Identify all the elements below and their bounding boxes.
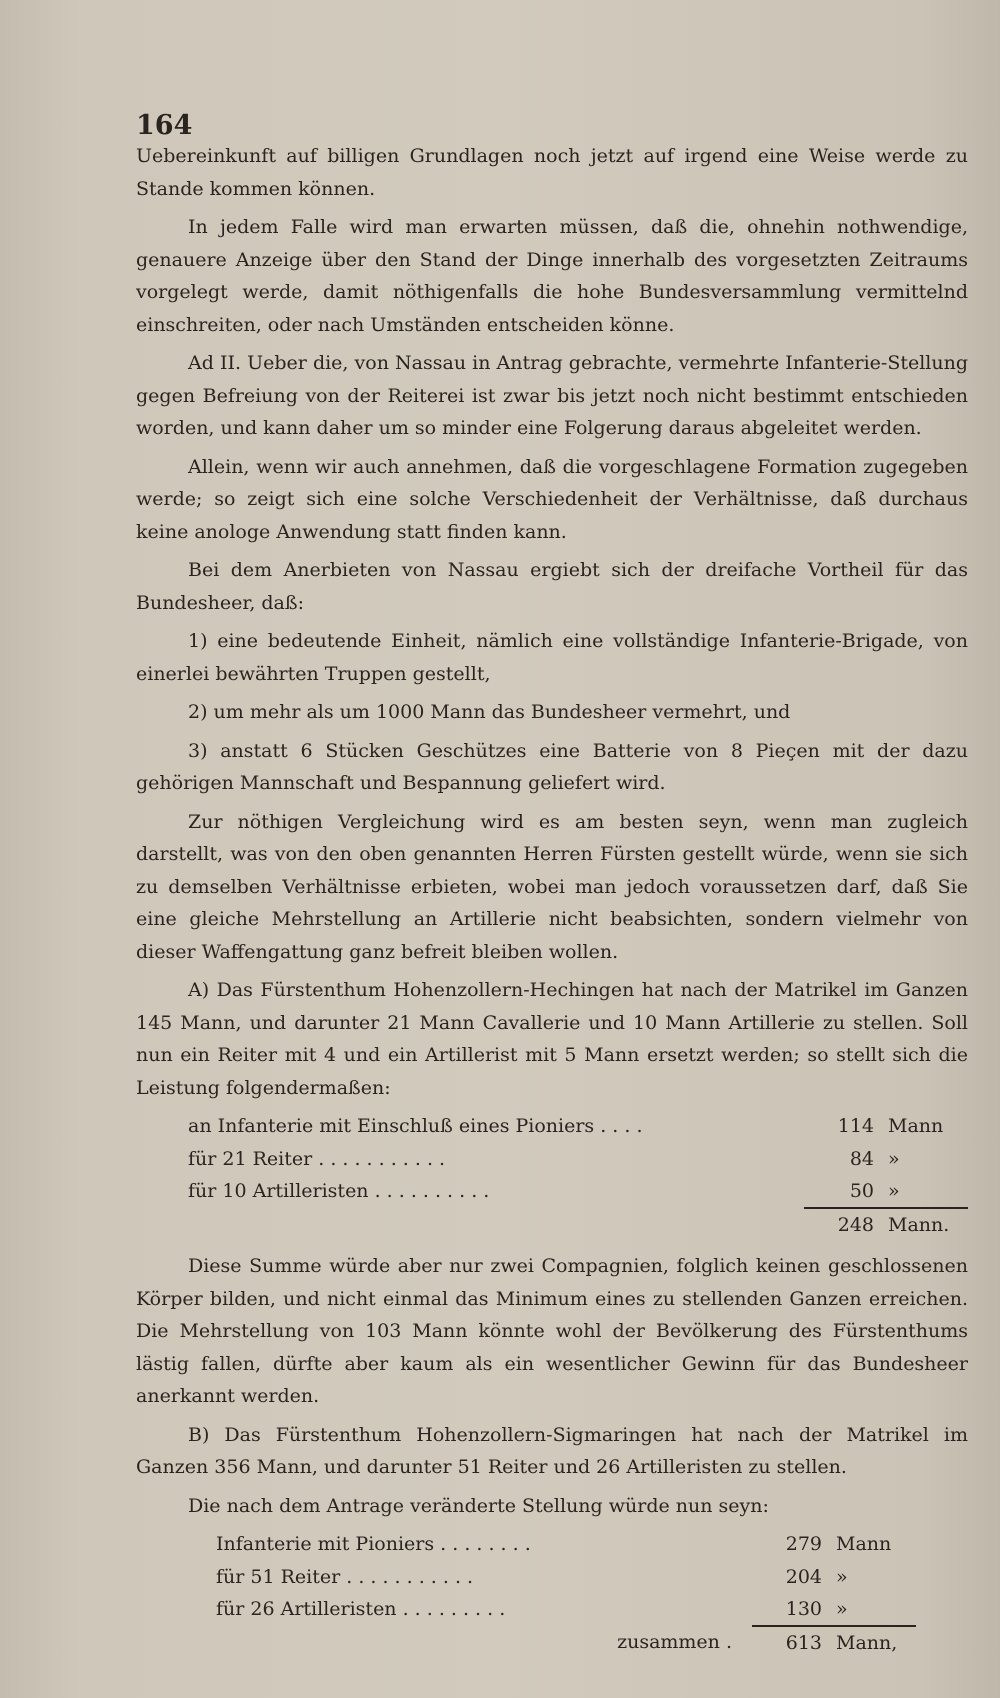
row-unit: Mann (888, 1115, 944, 1137)
total-number: 613 (752, 1625, 822, 1660)
row-label: für 51 Reiter . . . . . . . . . . . (216, 1565, 474, 1588)
list-item: 3) anstatt 6 Stücken Geschützes eine Batterie von 8 Pieçen mit der dazu gehörigen Mannschaft und Bespannung geliefert wird. (136, 739, 968, 794)
row-number: 279 (785, 1533, 822, 1555)
paragraph: Allein, wenn wir auch annehmen, daß die vorgeschlagene Formation zugegeben werde; so zeigt sich eine solche Verschiedenheit der Verhältnisse, daß durchaus keine anologe Anwendung statt finden kann. (136, 455, 968, 543)
paragraph: Ad II. Ueber die, von Nassau in Antrag gebrachte, vermehrte Infanterie-Stellung gegen Befreiung von der Reiterei ist zwar bis jetzt noch nicht bestimmt entschieden worden, und kann daher um so minder eine Folgerung daraus abgeleitet werden. (136, 352, 968, 439)
paragraph: Zur nöthigen Vergleichung wird es am besten seyn, wenn man zugleich darstellt, was von den oben genannten Herren Fürsten gestellt würde, wenn sie sich zu demselben Verhältnisse erbieten, wobei man jedoch voraussetzen darf, daß Sie eine gleiche Mehrstellung an Artillerie nicht beabsichten, sondern vielmehr von dieser Waffengattung ganz befreit bleiben wollen. (136, 810, 968, 963)
list-item: 1) eine bedeutende Einheit, nämlich eine vollständige Infanterie-Brigade, von einerlei bewährten Truppen gestellt, (136, 630, 968, 685)
table-row (216, 1528, 916, 1561)
table-row (188, 1175, 968, 1208)
row-label: zusammen . (617, 1630, 732, 1653)
row-label: für 21 Reiter . . . . . . . . . . . (188, 1147, 446, 1170)
row-number: 204 (785, 1565, 822, 1588)
row-label: Infanterie mit Pioniers . . . . . . . . (216, 1533, 531, 1555)
row-label: an Infanterie mit Einschluß eines Pioniers . . . . (188, 1115, 643, 1137)
row-number: 114 (837, 1115, 874, 1137)
table-total-row (216, 1626, 916, 1659)
total-number: 248 (804, 1207, 874, 1242)
page-number: 164 (136, 110, 193, 141)
row-label: für 26 Artilleristen . . . . . . . . . (216, 1598, 506, 1620)
paragraph: Uebereinkunft auf billigen Grundlagen noch jetzt auf irgend eine Weise werde zu Stande kommen können. (136, 145, 968, 200)
table-row (188, 1143, 968, 1176)
row-number: 50 (849, 1180, 874, 1202)
table-total-row (188, 1208, 968, 1241)
table-sigmaringen (216, 1528, 916, 1658)
paragraph: A) Das Fürstenthum Hohenzollern-Hechingen hat nach der Matrikel im Ganzen 145 Mann, und darunter 21 Mann Cavallerie und 10 Mann Artillerie zu stellen. Soll nun ein Reiter mit 4 und ein Artillerist mit 5 Mann ersetzt werden; so stellt sich die Leistung folgendermaßen: (136, 979, 968, 1099)
row-unit: » (888, 1180, 900, 1202)
row-label: für 10 Artilleristen . . . . . . . . . . (188, 1180, 490, 1202)
paragraph: In jedem Falle wird man erwarten müssen, daß die, ohnehin nothwendige, genauere Anzeige über den Stand der Dinge innerhalb des vorgesetzten Zeitraums vorgelegt werde, damit nöthigenfalls die hohe Bundesversammlung vermittelnd einschreiten, oder nach Umständen entscheiden könne. (136, 216, 968, 336)
total-unit: Mann, (822, 1625, 916, 1660)
row-number: 84 (849, 1147, 874, 1170)
paragraph: Die nach dem Antrage veränderte Stellung würde nun seyn: (188, 1494, 769, 1517)
paragraph: B) Das Fürstenthum Hohenzollern-Sigmaringen hat nach der Matrikel im Ganzen 356 Mann, und darunter 51 Reiter und 26 Artilleristen zu stellen. (136, 1423, 968, 1478)
page-text (136, 140, 968, 1668)
list-item: 2) um mehr als um 1000 Mann das Bundesheer vermehrt, und (188, 701, 791, 723)
table-row (216, 1561, 916, 1594)
table-row (188, 1110, 968, 1143)
row-unit: Mann (836, 1533, 892, 1555)
row-unit: » (836, 1565, 848, 1588)
row-unit: » (836, 1598, 848, 1620)
table-row (216, 1593, 916, 1626)
paragraph: Diese Summe würde aber nur zwei Compagnien, folglich keinen geschlossenen Körper bilden, und nicht einmal das Minimum eines zu stellenden Ganzen erreichen. Die Mehrstellung von 103 Mann könnte wohl der Bevölkerung des Fürstenthums lästig fallen, dürfte aber kaum als ein wesentlicher Gewinn für das Bundesheer anerkannt werden. (136, 1255, 968, 1407)
paragraph: Bei dem Anerbieten von Nassau ergiebt sich der dreifache Vortheil für das Bundesheer, daß: (136, 559, 968, 614)
row-number: 130 (785, 1598, 822, 1620)
total-unit: Mann. (874, 1207, 968, 1242)
row-unit: » (888, 1147, 900, 1170)
table-hechingen (188, 1110, 968, 1240)
